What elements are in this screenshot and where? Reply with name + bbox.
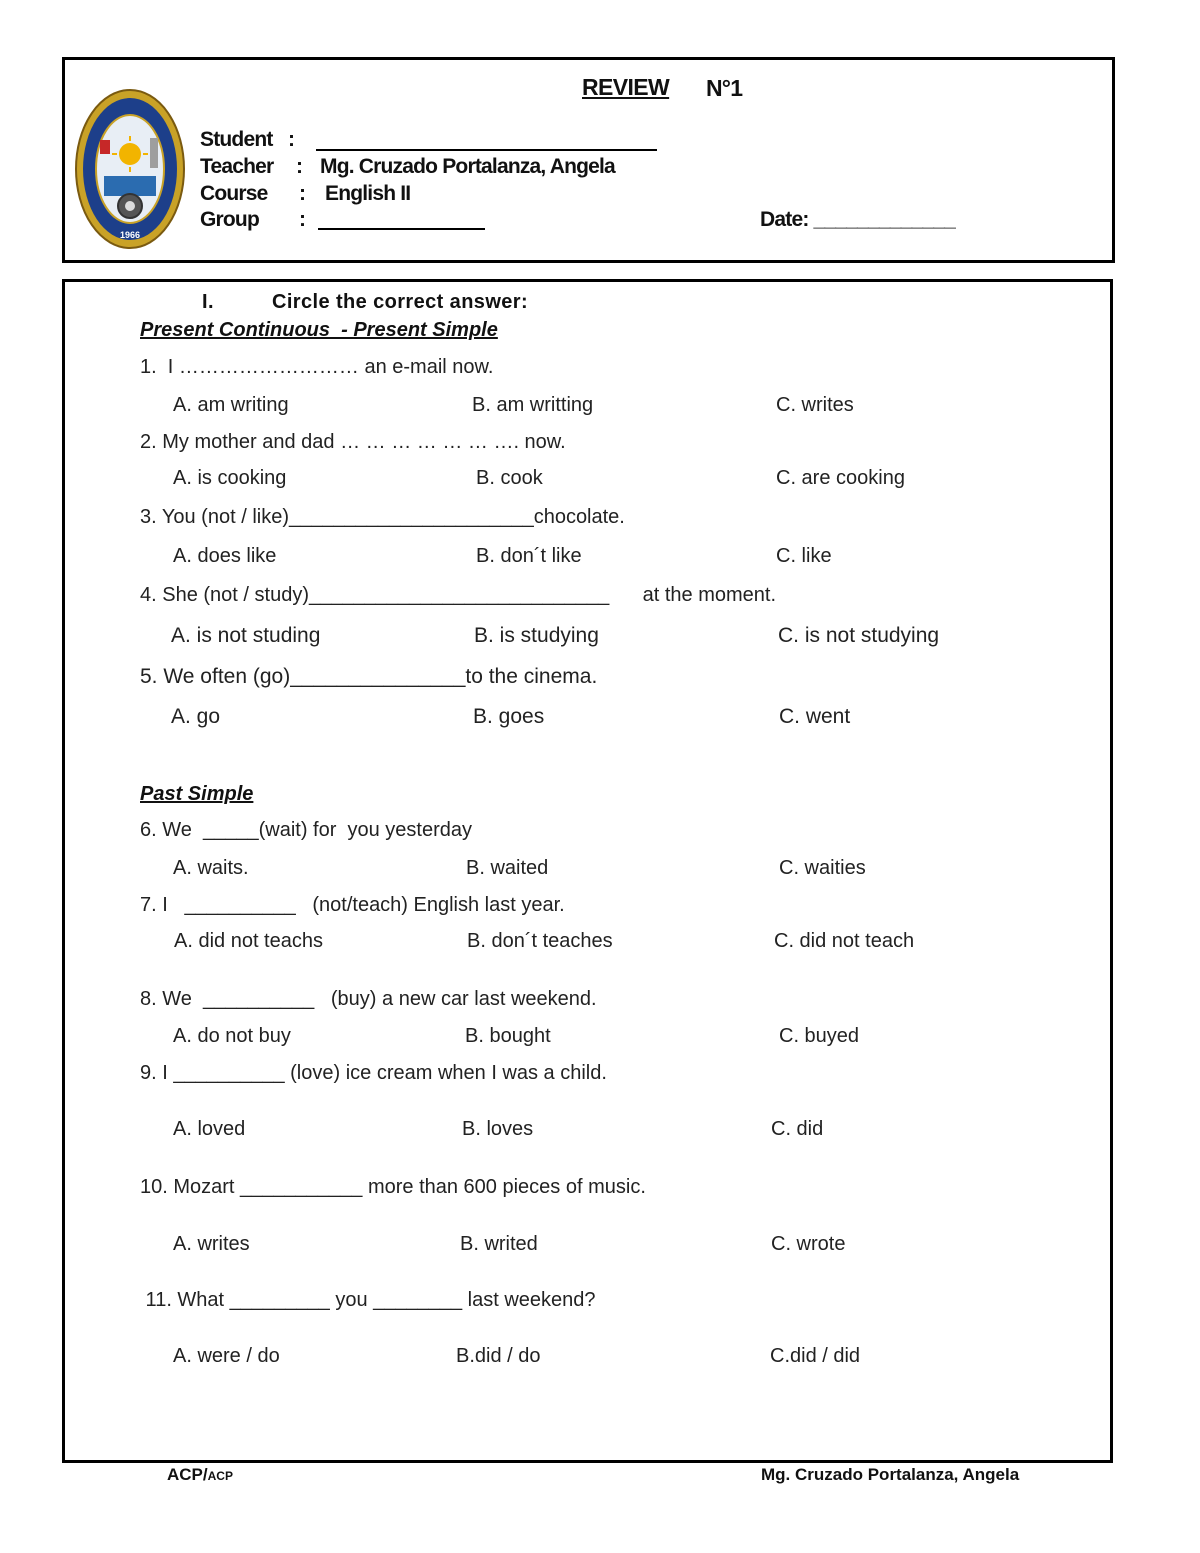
section-heading-past: Past Simple <box>140 783 254 805</box>
option-6a[interactable]: A. waits. <box>173 857 249 879</box>
question-8: 8. We __________ (buy) a new car last weekend. <box>140 988 597 1010</box>
question-10: 10. Mozart ___________ more than 600 pieces of music. <box>140 1176 646 1198</box>
option-11c[interactable]: C.did / did <box>770 1345 861 1367</box>
option-7b[interactable]: B. don´t teaches <box>467 930 613 952</box>
instruction-text: Circle the correct answer: <box>272 291 529 313</box>
option-7a[interactable]: A. did not teachs <box>174 930 323 952</box>
option-9c[interactable]: C. did <box>771 1118 824 1140</box>
option-8a[interactable]: A. do not buy <box>173 1025 291 1047</box>
option-10c[interactable]: C. wrote <box>771 1233 846 1255</box>
option-8c[interactable]: C. buyed <box>779 1025 860 1047</box>
course-value: English II <box>325 182 411 205</box>
teacher-value: Mg. Cruzado Portalanza, Angela <box>320 155 615 178</box>
footer-author: Mg. Cruzado Portalanza, Angela <box>761 1465 1020 1484</box>
option-1b[interactable]: B. am writting <box>472 394 594 416</box>
group-label: Group <box>200 208 259 231</box>
option-5a[interactable]: A. go <box>171 705 221 728</box>
student-label: Student <box>200 128 273 151</box>
option-9a[interactable]: A. loved <box>173 1118 246 1140</box>
university-seal-logo <box>74 88 186 250</box>
question-11: 11. What _________ you ________ last weekend? <box>140 1289 596 1311</box>
option-2a[interactable]: A. is cooking <box>173 467 287 489</box>
student-name-line[interactable] <box>316 149 657 151</box>
option-3c[interactable]: C. like <box>776 545 832 567</box>
footer-left-small: ACP <box>207 1469 233 1483</box>
seal-year: 1966 <box>119 230 141 240</box>
option-1a[interactable]: A. am writing <box>173 394 289 416</box>
footer-left-main: ACP/ <box>167 1465 208 1484</box>
course-colon: : <box>299 182 306 205</box>
option-7c[interactable]: C. did not teach <box>774 930 915 952</box>
section-heading-present: Present Continuous - Present Simple <box>140 319 498 341</box>
question-4: 4. She (not / study)___________________________ at the moment. <box>140 584 777 606</box>
option-4b[interactable]: B. is studying <box>474 624 599 647</box>
option-9b[interactable]: B. loves <box>462 1118 534 1140</box>
option-6b[interactable]: B. waited <box>466 857 549 879</box>
teacher-colon: : <box>296 155 303 178</box>
option-4c[interactable]: C. is not studying <box>778 624 940 647</box>
option-8b[interactable]: B. bought <box>465 1025 551 1047</box>
footer-left <box>167 1465 233 1485</box>
option-5b[interactable]: B. goes <box>473 705 545 728</box>
option-1c[interactable]: C. writes <box>776 394 854 416</box>
option-6c[interactable]: C. waities <box>779 857 866 879</box>
question-3: 3. You (not / like)______________________chocolate. <box>140 506 625 528</box>
section-numeral: I. <box>202 291 214 313</box>
course-label: Course <box>200 182 268 205</box>
question-6: 6. We _____(wait) for you yesterday <box>140 819 473 841</box>
page-title: REVIEW <box>582 74 670 100</box>
option-3a[interactable]: A. does like <box>173 545 277 567</box>
question-9: 9. I __________ (love) ice cream when I was a child. <box>140 1062 607 1084</box>
group-line[interactable] <box>318 228 485 230</box>
teacher-label: Teacher <box>200 155 274 178</box>
option-11b[interactable]: B.did / do <box>456 1345 541 1367</box>
option-5c[interactable]: C. went <box>779 705 851 728</box>
question-1: 1. I ……………………… an e-mail now. <box>140 356 494 378</box>
option-4a[interactable]: A. is not studing <box>171 624 321 647</box>
student-colon: : <box>288 128 295 151</box>
question-5: 5. We often (go)_______________to the cinema. <box>140 665 598 688</box>
option-2c[interactable]: C. are cooking <box>776 467 905 489</box>
question-2: 2. My mother and dad … … … … … … …. now. <box>140 431 566 453</box>
question-7: 7. I __________ (not/teach) English last year. <box>140 894 565 916</box>
date-field[interactable]: Date: _____________ <box>760 208 955 231</box>
option-11a[interactable]: A. were / do <box>173 1345 280 1367</box>
option-3b[interactable]: B. don´t like <box>476 545 582 567</box>
group-colon: : <box>299 208 306 231</box>
option-10b[interactable]: B. writed <box>460 1233 538 1255</box>
option-2b[interactable]: B. cook <box>476 467 543 489</box>
review-number: N°1 <box>706 75 743 101</box>
option-10a[interactable]: A. writes <box>173 1233 250 1255</box>
